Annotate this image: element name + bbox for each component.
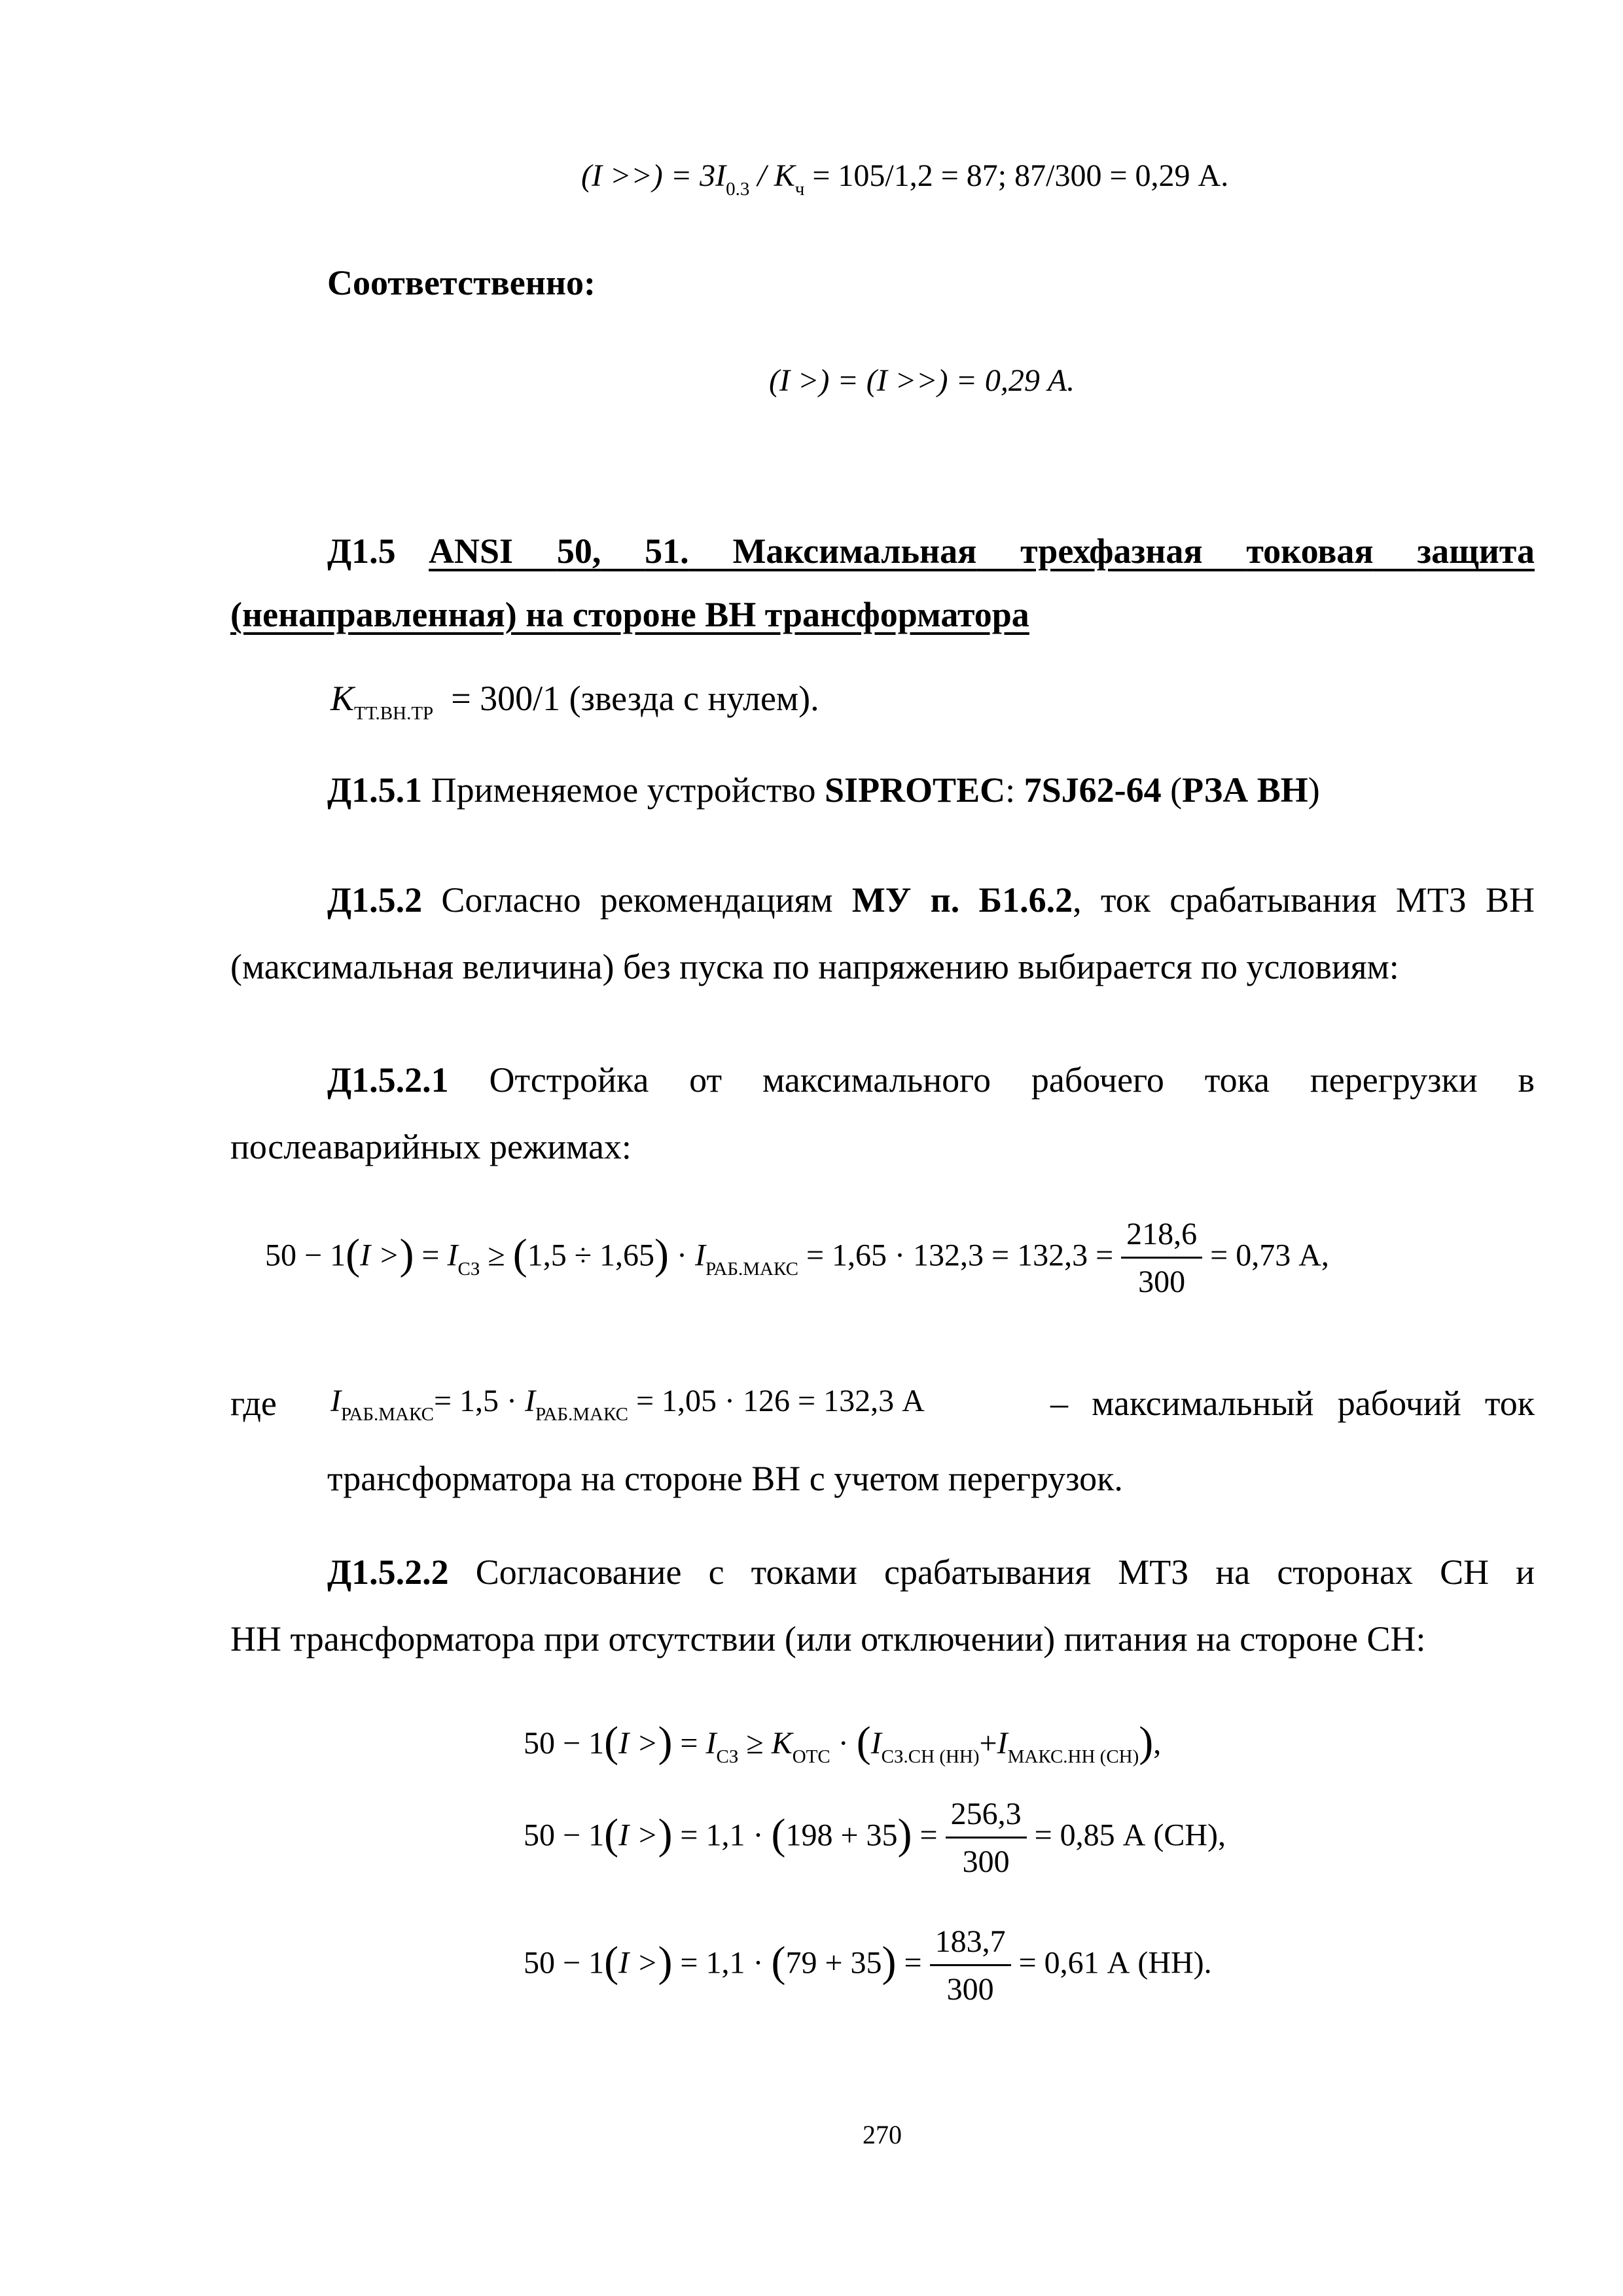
equation-1: 50 − 1(I >) = $I_{СЗ} \ge (1,5 \div 1,65) \cdot I_{РАБ.МАКС} = 1,65 \cdot 132,3 = 132,3$ = $\frac{218,6}{300}$ = 0,73 А, <box>265 1217 1329 1299</box>
paragraph-1522-line1: Д1.5.2.2 Согласование с токами срабатывания МТЗ на сторонах СН и <box>327 1552 1535 1592</box>
paragraph-152-line2: (максимальная величина) без пуска по напряжению выбирается по условиям: <box>230 947 1399 986</box>
section-title-line2: (ненаправленная) на стороне ВН трансформатора <box>230 595 1029 634</box>
siprotec-brand: SIPROTEC <box>825 770 1006 810</box>
equation-4-fraction: $\frac{183,7}{300}$ <box>930 1926 1011 2005</box>
equation-3: 50 − 1(I >) = 1,1 · (198 + 35) = $\frac{256,3}{300}$ = 0,85 А (СН), <box>524 1797 1226 1879</box>
paragraph-1521-line1: Д1.5.2.1 Отстройка от максимального рабочего тока перегрузки в <box>327 1060 1535 1100</box>
accordingly-label: Соответственно: <box>327 263 596 302</box>
equation-2: 50 − 1(I >) = $I_{СЗ} \ge K_{ОТС} \cdot (I_{СЗ.СН (НН)}+I_{МАКС.НН (СН)})$, <box>524 1718 1162 1767</box>
section-number: Д1.5 <box>327 531 396 571</box>
formula-2: (I >) = (I >>) = 0,29 А. <box>769 363 1075 398</box>
where-label: где <box>230 1384 277 1423</box>
page-number: 270 <box>863 2120 902 2149</box>
formula-1-sub2: ч <box>794 179 805 200</box>
paragraph-1521-line2: послеаварийных режимах: <box>230 1127 632 1166</box>
paragraph-151-number: Д1.5.1 <box>327 770 423 810</box>
formula-1 <box>581 158 1229 200</box>
paragraph-151: Д1.5.1 Применяемое устройство SIPROTEC: 7SJ62-64 (РЗА ВН) <box>327 770 1320 810</box>
where-line2: трансформатора на стороне ВН с учетом перегрузок. <box>327 1459 1123 1498</box>
formula-1-mid: / K <box>749 158 795 193</box>
paragraph-1522-line2: НН трансформатора при отсутствии (или отключении) питания на стороне СН: <box>230 1619 1426 1659</box>
where-line1: $I_{РАБ.МАКС}= 1,5 \cdot I_{РАБ.МАКС} = 1,05 \cdot 126 = 132,3$ А – максимальный рабочий ток <box>330 1384 1535 1425</box>
formula-1-sub1: 0.3 <box>726 179 750 200</box>
ktt-line <box>330 679 819 724</box>
equation-3-fraction: $\frac{256,3}{300}$ <box>946 1799 1027 1878</box>
paragraph-152-line1: Д1.5.2 Согласно рекомендациям МУ п. Б1.6.2, ток срабатывания МТЗ ВН <box>327 880 1535 920</box>
section-title-line1: ANSI 50, 51. Максимальная трехфазная токовая защита <box>429 531 1535 571</box>
equation-1-fraction: $\frac{218,6}{300}$ <box>1121 1219 1202 1298</box>
formula-1-lhs: (I >>) = 3I <box>581 158 726 193</box>
ktt-rest: = 300/1 (звезда с нулем). <box>451 679 819 718</box>
equation-4: 50 − 1(I >) = 1,1 · (79 + 35) = $\frac{183,7}{300}$ = 0,61 А (НН). <box>524 1924 1212 2007</box>
ktt-subscript: ТТ.ВН.ТР <box>354 703 434 724</box>
mu-reference: МУ п. Б1.6.2 <box>851 880 1073 920</box>
device-model: 7SJ62-64 <box>1024 770 1162 810</box>
formula-1-rhs: = 105/1,2 = 87; 87/300 = 0,29 А. <box>804 158 1229 193</box>
ktt-symbol: K <box>330 679 355 718</box>
